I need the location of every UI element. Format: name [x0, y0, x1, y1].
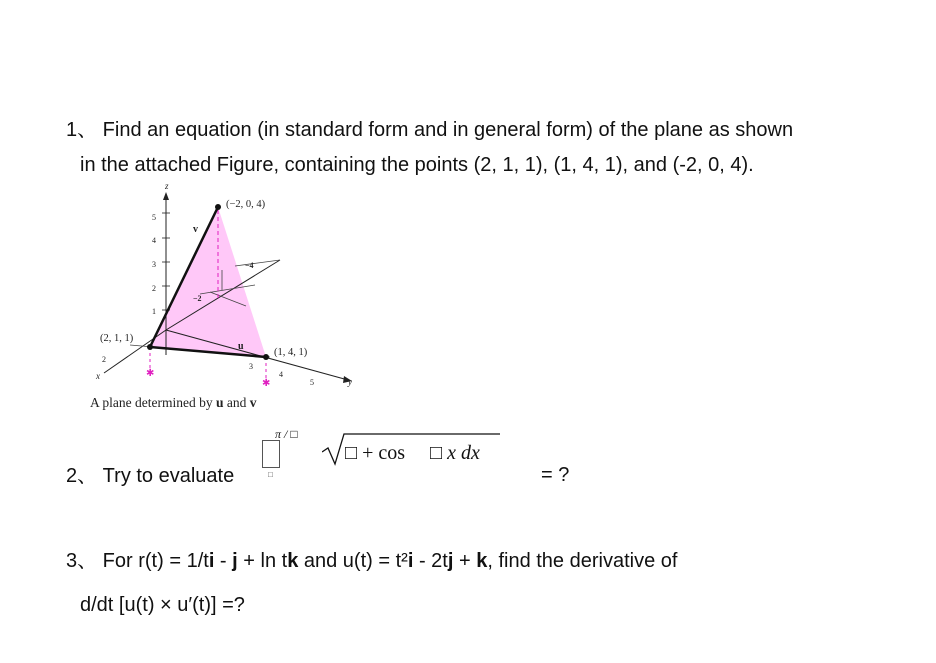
- tick-neg4: −4: [245, 261, 254, 270]
- question-2-prefix: 2、 Try to evaluate: [66, 465, 235, 487]
- question-3-line-2: d/dt [u(t) × u′(t)] =?: [80, 594, 245, 616]
- point-right-label: (1, 4, 1): [274, 347, 308, 358]
- z-axis-arrow: [163, 192, 169, 200]
- projection-mark-right: ✱: [262, 378, 271, 389]
- projection-mark-left: ✱: [146, 368, 155, 379]
- integrand: □ + cos □ x dx: [345, 442, 480, 464]
- tick-y5: 5: [310, 378, 314, 387]
- figure-caption: A plane determined by u and v: [90, 395, 257, 410]
- tick-x2: 2: [102, 355, 106, 364]
- z-tick-2: 2: [152, 284, 156, 293]
- question-3-line-1: 3、 For r(t) = 1/ti - j + ln tk and u(t) = t²i - 2tj + k, find the derivative of: [66, 550, 678, 572]
- point-top-label: (−2, 0, 4): [226, 199, 266, 210]
- tick-y3: 3: [249, 362, 253, 371]
- grid-line: [235, 260, 280, 266]
- integral-lower-limit: □: [268, 470, 273, 479]
- z-tick-1: 1: [152, 307, 156, 316]
- z-axis-label: z: [165, 181, 169, 191]
- vector-u-label: u: [238, 341, 244, 352]
- integral-upper-limit: π / □: [275, 427, 298, 441]
- point-left-label: (2, 1, 1): [100, 333, 134, 344]
- point-left-dot: [147, 344, 153, 350]
- z-tick-4: 4: [152, 236, 156, 245]
- tick-y4: 4: [279, 370, 283, 379]
- integral-sign-placeholder: [262, 440, 280, 468]
- tick-neg2: −2: [193, 294, 202, 303]
- z-tick-3: 3: [152, 260, 156, 269]
- point-top-dot: [215, 204, 221, 210]
- vector-v-label: v: [193, 224, 198, 235]
- point-right-dot: [263, 354, 269, 360]
- plane-figure: [90, 180, 380, 415]
- y-axis-label: y: [348, 377, 352, 387]
- question-2-equals: = ?: [541, 464, 570, 486]
- question-1-line-2: in the attached Figure, containing the points (2, 1, 1), (1, 4, 1), and (-2, 0, 4).: [80, 154, 754, 176]
- question-1-line-1: 1、 Find an equation (in standard form and in general form) of the plane as shown: [66, 119, 794, 141]
- x-axis-label: x: [96, 371, 100, 381]
- z-tick-5: 5: [152, 213, 156, 222]
